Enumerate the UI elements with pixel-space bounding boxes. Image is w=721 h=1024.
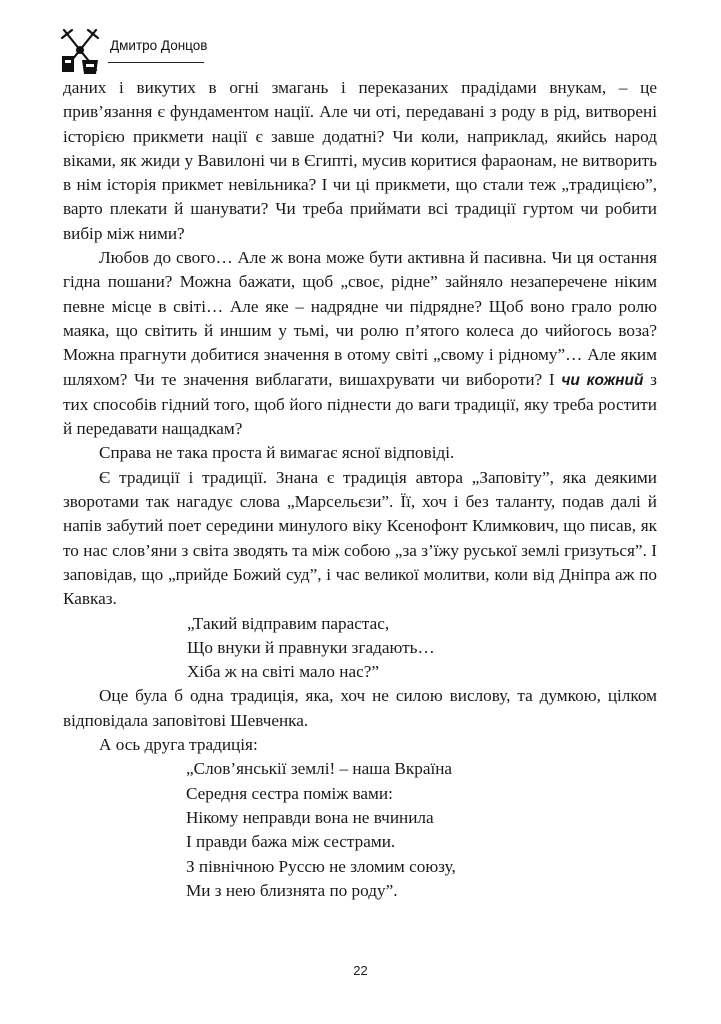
verse-line: „Такий відправим парастас, bbox=[187, 613, 390, 633]
paragraph-2-start: Любов до свого… Але ж вона може бути активна й пасивна. Чи ця остання гідна пошани? Можна бажати, щоб „своє, рідне” зайняло незаперечене ніким певне місце в світі… Але яке – надрядне чи підрядне? Щоб воно грало ролю маяка, що світить й иншим у тьмі, чи ролю п’ятого колеса до чийогось воза? Можна прагнути добитися значення в отому світі „свому і рідному”… Але яким шляхом? Чи те значення виблагати, вишахрувати чи виборoти? І bbox=[63, 248, 657, 389]
page-body bbox=[63, 76, 657, 903]
verse-line: І правди бажа між сестрами. bbox=[186, 832, 396, 852]
paragraph-5: Оце була б одна традиція, яка, хоч не силою вислову, та думкою, цілком відповідала заповітові Шевченка. bbox=[63, 686, 657, 730]
verse-line: Ми з нею близнята по роду”. bbox=[186, 880, 398, 900]
verse-line: Хіба ж на світі мало нас?” bbox=[187, 662, 379, 682]
paragraph-3: Справа не така проста й вимагає ясної відповіді. bbox=[99, 443, 455, 463]
verse-2 bbox=[63, 757, 657, 903]
verse-line: З північною Руссю не зломим союзу, bbox=[186, 856, 456, 876]
emphasis-text: чи кожний bbox=[561, 371, 644, 389]
verse-line: Що внуки й правнуки згадають… bbox=[187, 637, 435, 657]
author-name: Дмитро Донцов bbox=[110, 38, 208, 53]
verse-1 bbox=[63, 612, 657, 685]
header-rule bbox=[108, 62, 204, 63]
verse-line: „Слов’янськії землі! – наша Вкраїна bbox=[186, 759, 453, 779]
verse-line: Середня сестра поміж вами: bbox=[186, 783, 393, 803]
paragraph-2-end: з тих способів гідний того, щоб його піднести до ваги традиції, яку треба ростити й передавати нащадкам? bbox=[63, 369, 657, 439]
paragraph-6: А ось друга традиція: bbox=[99, 735, 258, 755]
paragraph-1: даних і викутих в огні змагань і переказаних прадідами внукам, – це прив’язання є фундаментом нації. Але чи оті, передавані з роду в рід, витворені історією прикмети нації є завше додатні? Чи коли, наприклад, якийсь народ віками, як жиди у Вавилоні чи в Єгипті, мусив коритися фараонам, не витворить в нім історія прикмет невільника? І чи ці прикмети, що стали теж „традицією”, варто плекати й шанувати? Чи треба приймати всі традиції гуртом чи робити вибір між ними? bbox=[63, 78, 657, 243]
running-header bbox=[58, 22, 208, 80]
paragraph-4: Є традиції і традиції. Знана є традиція автора „Заповіту”, яка деякими зворотами так нагадує слова „Марсельєзи”. Її, хоч і без таланту, подав далі й напів забутий поет середини минулого віку Ксенофонт Климкович, що писав, як то нас слов’яни з світа зводять та між собою „за з’їжу руської землі гризуться”. І заповідав, що „прийде Божий суд”, і час великої молитви, коли від Дніпра аж по Кавказ. bbox=[63, 467, 657, 609]
paragraph-2 bbox=[63, 246, 657, 441]
page-number: 22 bbox=[353, 963, 368, 978]
verse-line: Нікому неправди вона не вчинила bbox=[186, 807, 434, 827]
crossed-weapons-icon bbox=[58, 26, 102, 76]
